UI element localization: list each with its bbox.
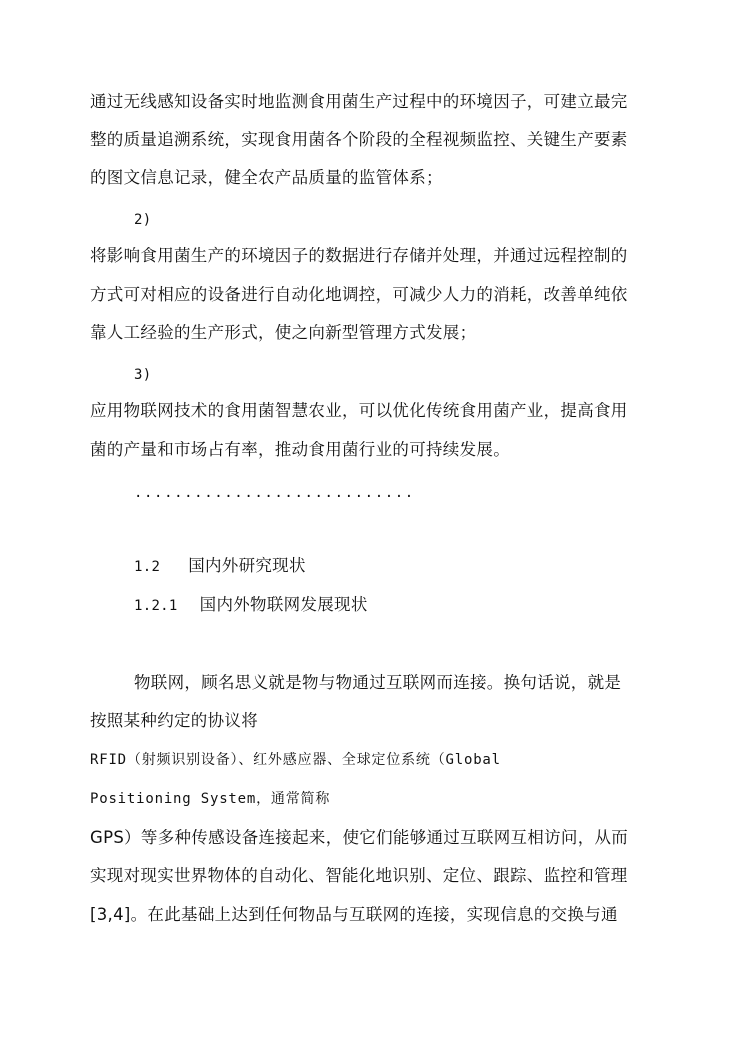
- paragraph-line: Positioning System，通常简称: [90, 791, 331, 807]
- subsection-heading: [134, 595, 368, 616]
- paragraph-line: [3,4]。在此基础上达到任何物品与互联网的连接，实现信息的交换与通: [90, 905, 618, 924]
- paragraph-line: 菌的产量和市场占有率，推动食用菌行业的可持续发展。: [90, 440, 510, 459]
- paragraph-line: GPS）等多种传感设备连接起来，使它们能够通过互联网互相访问，从而: [90, 828, 629, 847]
- section-heading: [134, 556, 306, 577]
- paragraph-line: 物联网，顾名思义就是物与物通过互联网而连接。换句话说，就是: [134, 673, 622, 692]
- paragraph-line: 的图文信息记录，健全农产品质量的监管体系；: [90, 168, 443, 187]
- list-item-number: 2): [134, 212, 152, 228]
- paragraph-line: RFID（射频识别设备）、红外感应器、全球定位系统（Global: [90, 752, 501, 768]
- subsection-number: 1.2.1: [134, 598, 178, 614]
- paragraph-line: 靠人工经验的生产形式，使之向新型管理方式发展；: [90, 323, 477, 342]
- section-title: 国内外研究现状: [188, 556, 306, 575]
- subsection-title: 国内外物联网发展现状: [199, 595, 368, 614]
- paragraph-line: 应用物联网技术的食用菌智慧农业，可以优化传统食用菌产业，提高食用: [90, 401, 628, 420]
- paragraph-line: 将影响食用菌生产的环境因子的数据进行存储并处理，并通过远程控制的: [90, 246, 628, 265]
- paragraph-line: 整的质量追溯系统，实现食用菌各个阶段的全程视频监控、关键生产要素: [90, 130, 628, 149]
- section-number: 1.2: [134, 559, 161, 575]
- list-item-number: 3): [134, 367, 152, 383]
- paragraph-line: 实现对现实世界物体的自动化、智能化地识别、定位、跟踪、监控和管理: [90, 866, 628, 885]
- paragraph-line: 按照某种约定的协议将: [90, 711, 258, 730]
- paragraph-line: 通过无线感知设备实时地监测食用菌生产过程中的环境因子，可建立最完: [90, 92, 628, 111]
- paragraph-line: 方式可对相应的设备进行自动化地调控，可减少人力的消耗，改善单纯依: [90, 285, 628, 304]
- ellipsis-separator: ............................: [134, 485, 415, 501]
